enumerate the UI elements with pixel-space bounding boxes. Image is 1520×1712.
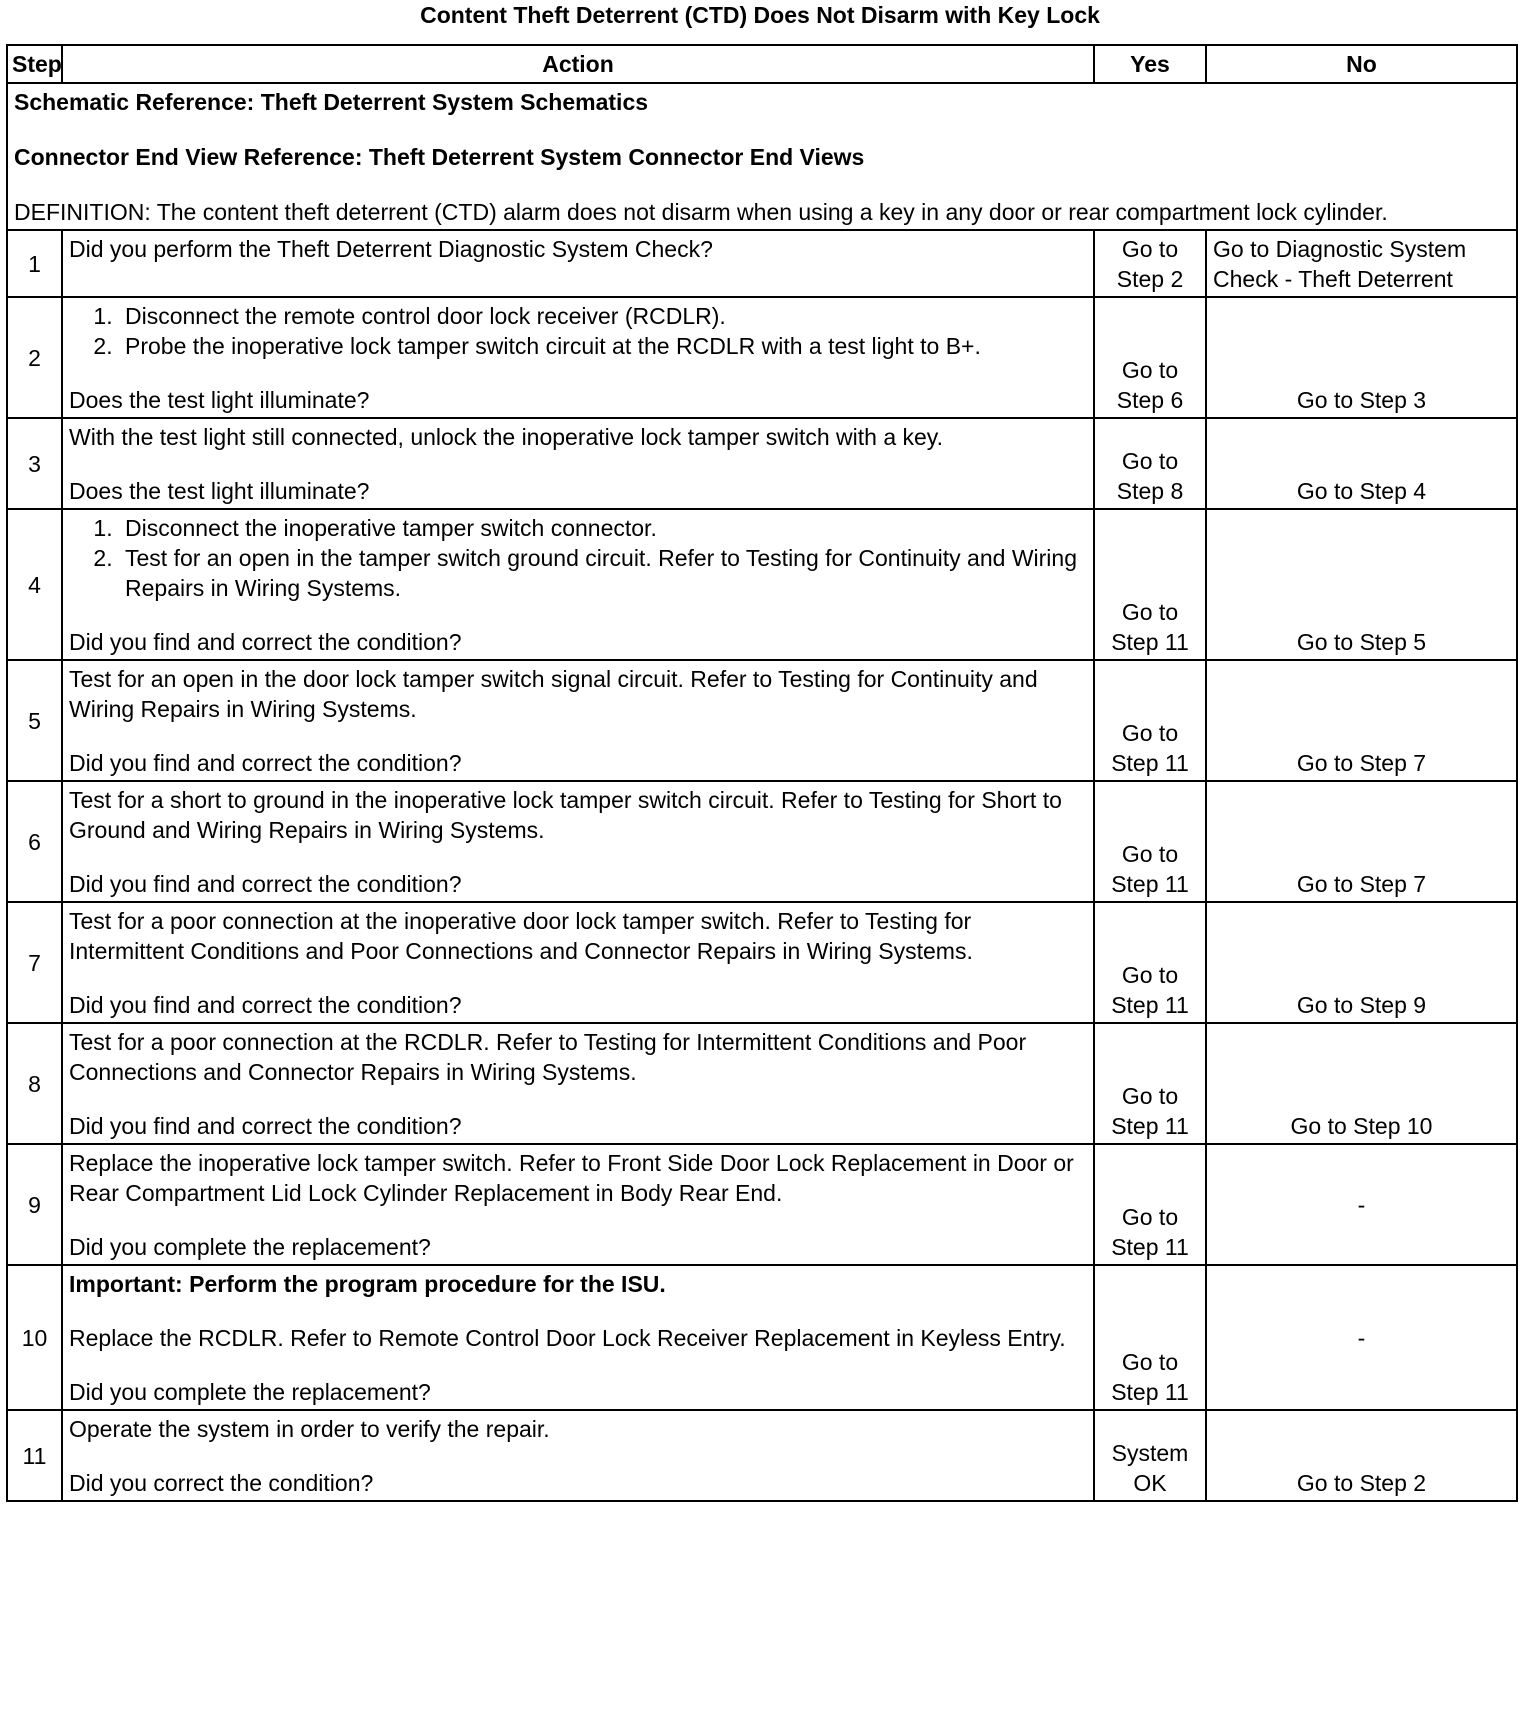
action-question: Did you find and correct the condition? [69,750,462,776]
action-text: Test for a short to ground in the inoperative lock tamper switch circuit. Refer to Testing for Short to Ground and Wiring Repairs in Wiring Systems. [69,787,1062,843]
yes-result: Go to Step 6 [1094,297,1206,418]
action-question: Did you complete the replacement? [69,1234,431,1260]
intro-cell [7,83,1517,230]
step-number: 1 [7,230,62,297]
document-title: Content Theft Deterrent (CTD) Does Not Disarm with Key Lock [420,2,1100,28]
step-action [62,230,1094,297]
step-action [62,1023,1094,1144]
step-row [7,230,1517,297]
step-row [7,297,1517,418]
step-row [7,1144,1517,1265]
action-text: With the test light still connected, unlock the inoperative lock tamper switch with a key. [69,424,943,450]
step-action [62,297,1094,418]
action-text: Test for a poor connection at the inoperative door lock tamper switch. Refer to Testing for Intermittent Conditions and Poor Connections and Connector Repairs in Wiring Systems. [69,908,973,964]
action-text: Replace the RCDLR. Refer to Remote Control Door Lock Receiver Replacement in Keyless Entry. [69,1325,1066,1351]
step-number: 3 [7,418,62,509]
step-row [7,1023,1517,1144]
step-row [7,660,1517,781]
action-question: Did you complete the replacement? [69,1379,431,1405]
header-action: Action [62,45,1094,83]
yes-result: Go to Step 11 [1094,902,1206,1023]
step-action [62,509,1094,660]
no-result: Go to Step 7 [1206,781,1517,902]
intro-row [7,83,1517,230]
step-row [7,781,1517,902]
yes-result: Go to Step 11 [1094,1023,1206,1144]
step-number: 7 [7,902,62,1023]
step-row [7,1265,1517,1410]
no-result: Go to Diagnostic System Check - Theft Deterrent [1206,230,1517,297]
action-question: Did you correct the condition? [69,1470,374,1496]
step-number: 5 [7,660,62,781]
step-number: 10 [7,1265,62,1410]
step-number: 6 [7,781,62,902]
yes-result: Go to Step 11 [1094,781,1206,902]
schematic-reference: Schematic Reference: Theft Deterrent System Schematics [14,89,649,115]
step-number: 8 [7,1023,62,1144]
header-step: Step [7,45,62,83]
action-text: Operate the system in order to verify the repair. [69,1416,550,1442]
no-result: Go to Step 7 [1206,660,1517,781]
step-number: 4 [7,509,62,660]
action-text: Replace the inoperative lock tamper switch. Refer to Front Side Door Lock Replacement in Door or Rear Compartment Lid Lock Cylinder Replacement in Body Rear End. [69,1150,1074,1206]
action-text: Test for an open in the door lock tamper switch signal circuit. Refer to Testing for Continuity and Wiring Repairs in Wiring Systems. [69,666,1038,722]
action-question: Did you find and correct the condition? [69,1113,462,1139]
header-row [7,45,1517,83]
no-result: Go to Step 9 [1206,902,1517,1023]
action-list [69,513,1087,603]
header-yes: Yes [1094,45,1206,83]
step-action [62,1265,1094,1410]
no-result: Go to Step 5 [1206,509,1517,660]
step-action [62,781,1094,902]
step-number: 11 [7,1410,62,1501]
yes-result: Go to Step 8 [1094,418,1206,509]
step-action [62,1144,1094,1265]
no-result: Go to Step 2 [1206,1410,1517,1501]
action-list-item: 1. Disconnect the remote control door lock receiver (RCDLR). [119,301,1087,331]
no-result: - [1206,1144,1517,1265]
yes-result: Go to Step 11 [1094,509,1206,660]
header-no: No [1206,45,1517,83]
step-row [7,1410,1517,1501]
step-action [62,660,1094,781]
step-action [62,418,1094,509]
no-result: Go to Step 4 [1206,418,1517,509]
action-list-item: 2. Probe the inoperative lock tamper switch circuit at the RCDLR with a test light to B+. [119,331,1087,361]
yes-result: Go to Step 11 [1094,660,1206,781]
action-text: Test for a poor connection at the RCDLR. Refer to Testing for Intermittent Conditions and Poor Connections and Connector Repairs in Wiring Systems. [69,1029,1027,1085]
action-list-item: 1. Disconnect the inoperative tamper switch connector. [119,513,1087,543]
yes-result: Go to Step 11 [1094,1144,1206,1265]
yes-result: Go to Step 11 [1094,1265,1206,1410]
action-list-item: 2. Test for an open in the tamper switch ground circuit. Refer to Testing for Continuity and Wiring Repairs in Wiring Systems. [119,543,1087,603]
no-result: Go to Step 3 [1206,297,1517,418]
important-note: Important: Perform the program procedure for the ISU. [69,1271,666,1297]
action-question: Does the test light illuminate? [69,387,370,413]
step-number: 9 [7,1144,62,1265]
yes-result: System OK [1094,1410,1206,1501]
no-result: - [1206,1265,1517,1410]
action-question: Does the test light illuminate? [69,478,370,504]
action-question: Did you find and correct the condition? [69,871,462,897]
step-action [62,1410,1094,1501]
step-row [7,902,1517,1023]
action-question: Did you find and correct the condition? [69,992,462,1018]
step-action [62,902,1094,1023]
action-text: Did you perform the Theft Deterrent Diagnostic System Check? [69,236,713,262]
action-list [69,301,1087,361]
yes-result: Go to Step 2 [1094,230,1206,297]
diagnostic-table [6,44,1518,1502]
definition: DEFINITION: The content theft deterrent (CTD) alarm does not disarm when using a key in any door or rear compartment lock cylinder. [14,199,1388,225]
step-number: 2 [7,297,62,418]
step-row [7,509,1517,660]
action-question: Did you find and correct the condition? [69,629,462,655]
no-result: Go to Step 10 [1206,1023,1517,1144]
step-row [7,418,1517,509]
connector-reference: Connector End View Reference: Theft Deterrent System Connector End Views [14,144,865,170]
